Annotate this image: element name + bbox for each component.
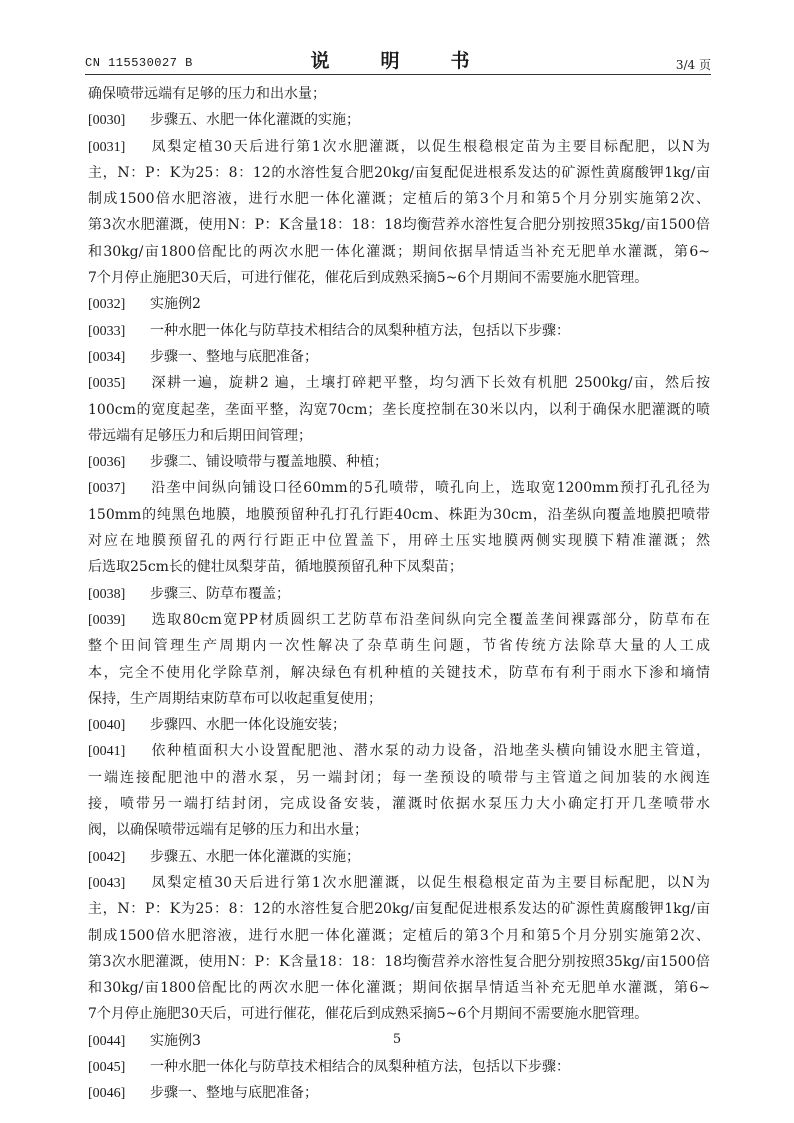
paragraph-number: [0045] [88, 1059, 126, 1075]
line-text: 后选取25cm长的健壮凤梨芽苗，循地膜预留孔种下凤梨苗； [88, 559, 463, 576]
line-text: 步骤五、水肥一体化灌溉的实施； [150, 112, 360, 129]
line-text: 和30kg/亩1800倍配比的两次水肥一体化灌溉；期间依据旱情适当补充无肥单水灌溉，第6~ [88, 243, 710, 260]
paragraph-number: [0033] [88, 323, 126, 339]
header-rule [85, 74, 711, 75]
paragraph-line [88, 265, 710, 291]
document-body [88, 81, 710, 1107]
paragraph-line-numbered [88, 475, 710, 501]
line-text: 实施例2 [150, 296, 201, 313]
line-text: 凤梨定植30天后进行第1次水肥灌溉，以促生根稳根定苗为主要目标配肥，以N为 [150, 874, 710, 891]
paragraph-line-numbered [88, 870, 710, 896]
paragraph-line-numbered [88, 370, 710, 396]
patent-number: CN 115530027 B [85, 56, 193, 70]
paragraph-line [88, 949, 710, 975]
paragraph-line [88, 528, 710, 554]
paragraph-line-numbered [88, 607, 710, 633]
paragraph-line-numbered [88, 1080, 710, 1106]
paragraph-number: [0043] [88, 875, 126, 891]
line-text: 确保喷带远端有足够的压力和出水量； [88, 86, 326, 102]
page-indicator: 3/4 页 [675, 58, 711, 72]
paragraph-line [88, 160, 710, 186]
line-text: 沿垄中间纵向铺设口径60mm的5孔喷带，喷孔向上，选取宽1200mm预打孔孔径为 [150, 480, 710, 497]
line-text: 步骤四、水肥一体化设施安装； [150, 717, 346, 734]
paragraph-number: [0041] [88, 744, 126, 760]
line-text: 一端连接配肥池中的潜水泵，另一端封闭；每一垄预设的喷带与主管道之间加装的水阀连 [88, 769, 710, 786]
line-text: 主，N：P：K为25：8：12的水溶性复合肥20kg/亩复配促进根系发达的矿源性黄腐酸钾1kg/亩 [88, 164, 710, 181]
paragraph-line-numbered [88, 844, 710, 870]
line-text: 保持，生产周期结束防草布可以收起重复使用； [88, 690, 382, 707]
paragraph-line [88, 923, 710, 949]
line-text: 凤梨定植30天后进行第1次水肥灌溉，以促生根稳根定苗为主要目标配肥，以N为 [150, 138, 710, 155]
paragraph-line [88, 397, 710, 423]
paragraph-line [88, 239, 710, 265]
line-text: 主，N：P：K为25：8：12的水溶性复合肥20kg/亩复配促进根系发达的矿源性黄腐酸钾1kg/亩 [88, 901, 710, 918]
paragraph-line [88, 765, 710, 791]
line-text: 第3次水肥灌溉，使用N：P：K含量18：18：18均衡营养水溶性复合肥分别按照35kg/亩1500倍 [88, 217, 710, 234]
paragraph-line [88, 791, 710, 817]
line-text: 步骤一、整地与底肥准备； [150, 1085, 318, 1102]
paragraph-line [88, 1001, 710, 1027]
line-text: 步骤三、防草布覆盖； [150, 585, 290, 602]
paragraph-number: [0036] [88, 455, 126, 471]
page-number: 5 [392, 1032, 402, 1047]
paragraph-line-numbered [88, 1054, 710, 1080]
paragraph-number: [0037] [88, 481, 126, 497]
line-text: 对应在地膜预留孔的两行行距正中位置盖下，用碎土压实地膜两侧实现膜下精准灌溉；然 [88, 533, 710, 550]
line-text: 一种水肥一体化与防草技术相结合的凤梨种植方法，包括以下步骤： [150, 322, 570, 339]
paragraph-line-numbered [88, 291, 710, 317]
paragraph-number: [0030] [88, 113, 126, 129]
line-text: 实施例3 [150, 1032, 201, 1049]
paragraph-number: [0038] [88, 586, 126, 602]
paragraph-number: [0044] [88, 1033, 126, 1049]
paragraph-line-numbered [88, 449, 710, 475]
paragraph-number: [0046] [88, 1086, 126, 1102]
paragraph-number: [0031] [88, 139, 126, 155]
line-text: 一种水肥一体化与防草技术相结合的凤梨种植方法，包括以下步骤： [150, 1058, 570, 1075]
paragraph-line [88, 186, 710, 212]
paragraph-line [88, 896, 710, 922]
paragraph-line [88, 975, 710, 1001]
paragraph-line [88, 554, 710, 580]
paragraph-line-numbered [88, 581, 710, 607]
paragraph-number: [0042] [88, 849, 126, 865]
line-text: 100cm的宽度起垄，垄面平整，沟宽70cm；垄长度控制在30米以内，以利于确保水肥灌溉的喷 [88, 401, 710, 418]
line-text: 制成1500倍水肥溶液，进行水肥一体化灌溉；定植后的第3个月和第5个月分别实施第2次、 [88, 927, 710, 944]
paragraph-number: [0035] [88, 376, 126, 392]
line-text: 接，喷带另一端打结封闭，完成设备安装，灌溉时依据水泵压力大小确定打开几垄喷带水 [88, 796, 710, 813]
paragraph-line [88, 660, 710, 686]
paragraph-line [88, 81, 710, 107]
line-text: 7个月停止施肥30天后，可进行催花，催花后到成熟采摘5~6个月期间不需要施水肥管理。 [88, 1006, 649, 1023]
line-text: 带远端有足够压力和后期田间管理； [88, 427, 312, 444]
paragraph-number: [0039] [88, 612, 126, 628]
paragraph-line [88, 817, 710, 843]
paragraph-line-numbered [88, 712, 710, 738]
page-header [85, 44, 711, 74]
line-text: 第3次水肥灌溉，使用N：P：K含量18：18：18均衡营养水溶性复合肥分别按照35kg/亩1500倍 [88, 953, 710, 970]
line-text: 选取80cm宽PP材质圆织工艺防草布沿垄间纵向完全覆盖垄间裸露部分，防草布在 [150, 611, 710, 628]
paragraph-line-numbered [88, 344, 710, 370]
paragraph-line-numbered [88, 134, 710, 160]
line-text: 本，完全不使用化学除草剂，解决绿色有机种植的关键技术，防草布有利于雨水下渗和墒情 [88, 664, 710, 681]
line-text: 7个月停止施肥30天后，可进行催花，催花后到成熟采摘5~6个月期间不需要施水肥管理。 [88, 270, 649, 287]
paragraph-line-numbered [88, 318, 710, 344]
line-text: 依种植面积大小设置配肥池、潜水泵的动力设备，沿地垄头横向铺设水肥主管道， [150, 743, 710, 760]
paragraph-line [88, 423, 710, 449]
paragraph-line [88, 686, 710, 712]
paragraph-number: [0032] [88, 297, 126, 313]
paragraph-line [88, 212, 710, 238]
paragraph-line-numbered [88, 107, 710, 133]
line-text: 整个田间管理生产周期内一次性解决了杂草萌生问题，节省传统方法除草大量的人工成 [88, 638, 710, 655]
line-text: 制成1500倍水肥溶液，进行水肥一体化灌溉；定植后的第3个月和第5个月分别实施第2次、 [88, 191, 710, 208]
line-text: 和30kg/亩1800倍配比的两次水肥一体化灌溉；期间依据旱情适当补充无肥单水灌溉，第6~ [88, 980, 710, 997]
line-text: 步骤一、整地与底肥准备； [150, 348, 318, 365]
paragraph-number: [0040] [88, 718, 126, 734]
paragraph-line-numbered [88, 738, 710, 764]
document-title: 说 明 书 [310, 50, 486, 72]
line-text: 步骤二、铺设喷带与覆盖地膜、种植； [150, 454, 388, 471]
line-text: 步骤五、水肥一体化灌溉的实施； [150, 848, 360, 865]
paragraph-line [88, 633, 710, 659]
line-text: 深耕一遍，旋耕2 遍，土壤打碎耙平整，均匀洒下长效有机肥 2500kg/亩，然后按 [150, 375, 710, 392]
line-text: 阀，以确保喷带远端有足够的压力和出水量； [88, 822, 368, 839]
paragraph-number: [0034] [88, 349, 126, 365]
paragraph-line [88, 502, 710, 528]
line-text: 150mm的纯黑色地膜，地膜预留种孔打孔行距40cm、株距为30cm，沿垄纵向覆盖地膜把喷带 [88, 506, 710, 523]
